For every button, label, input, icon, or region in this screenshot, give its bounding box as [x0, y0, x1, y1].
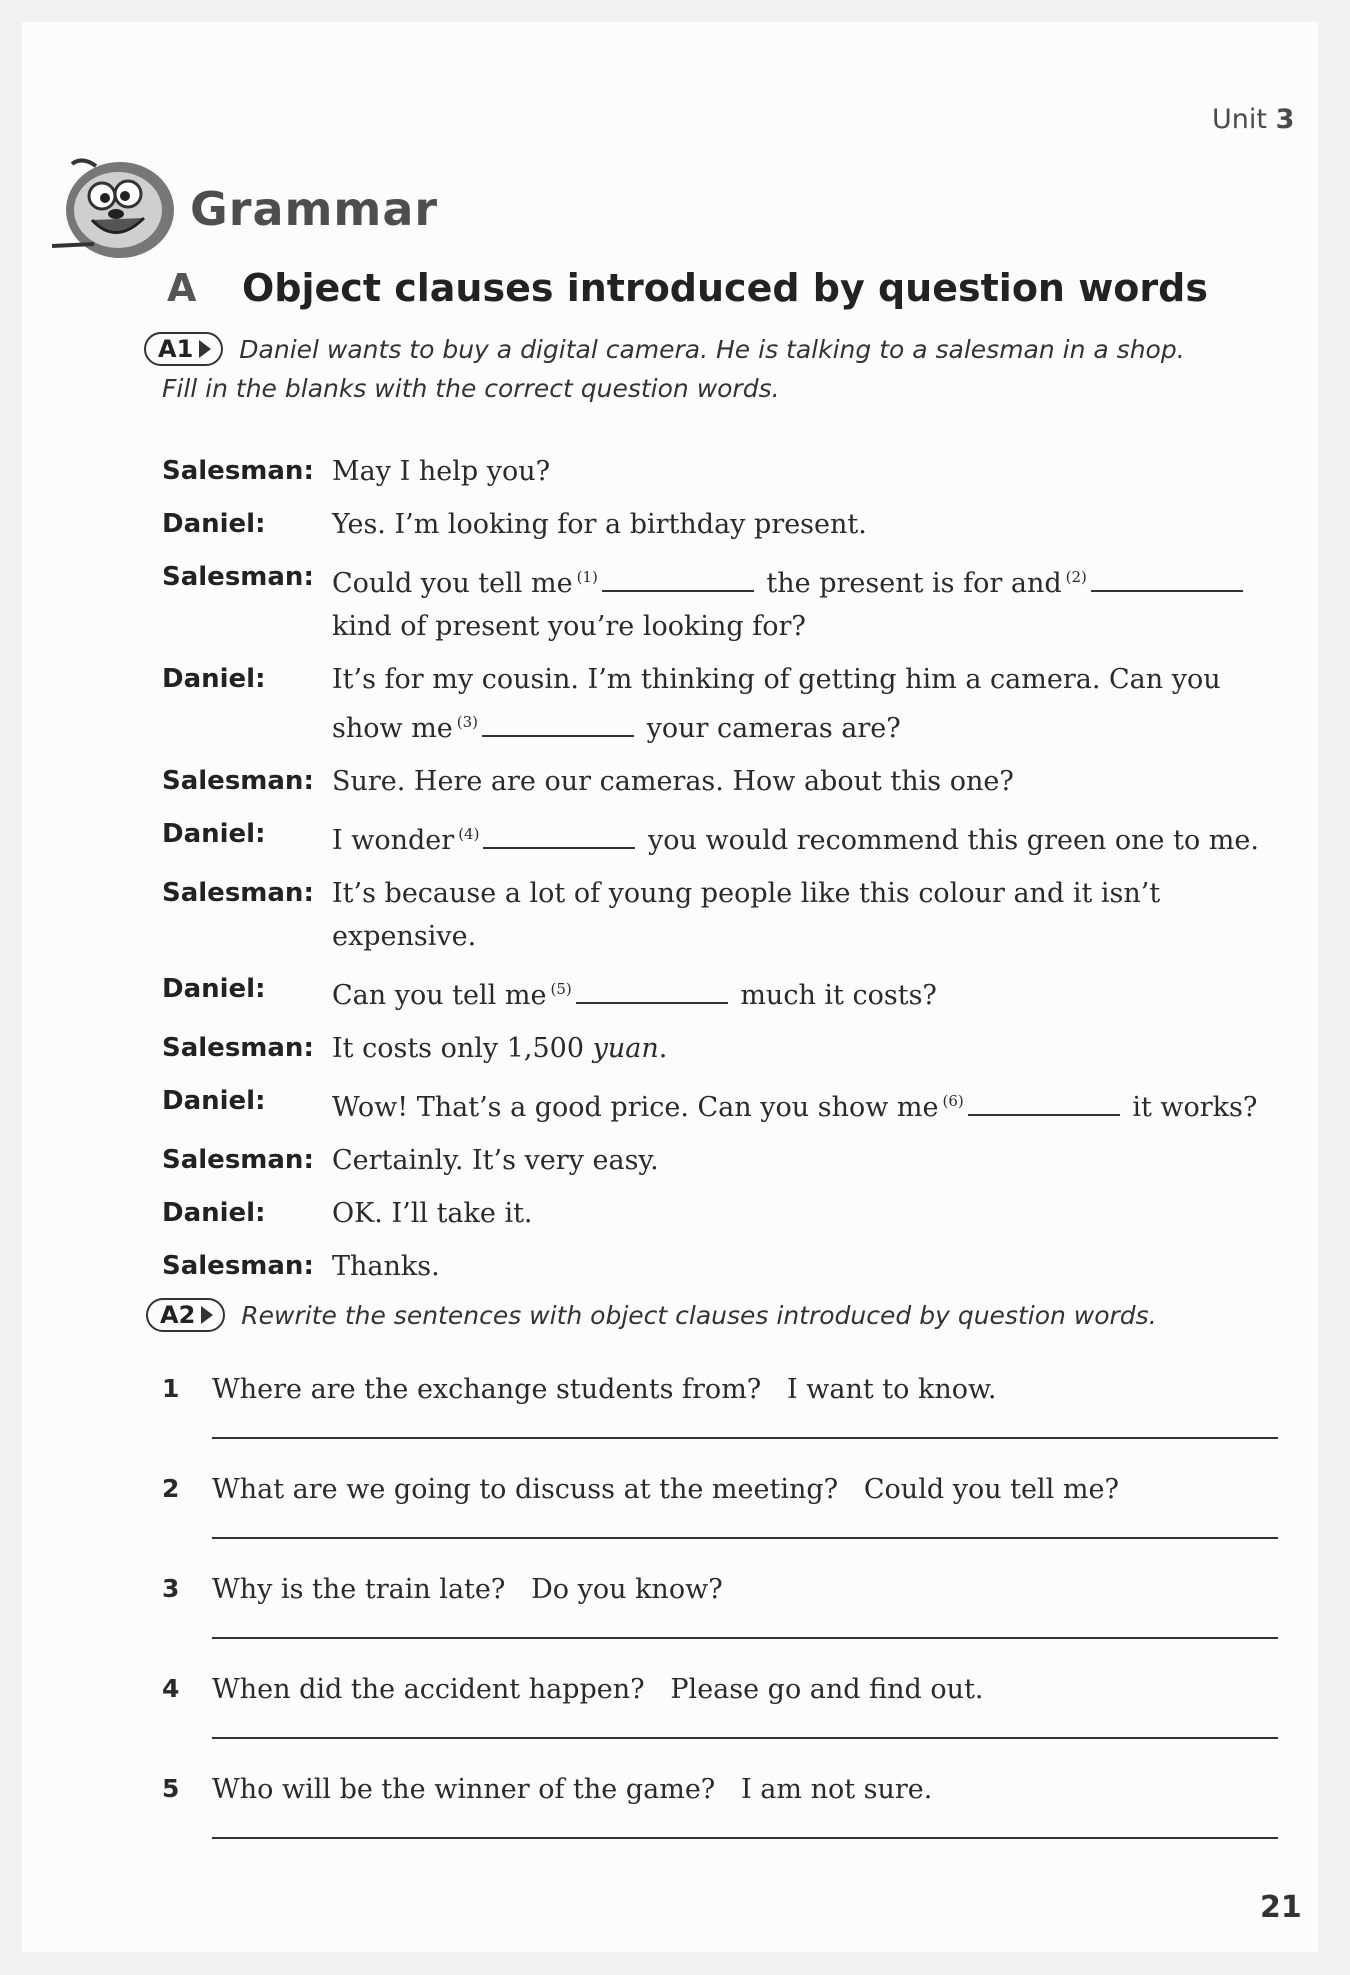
item-number: 1	[162, 1374, 180, 1403]
answer-line-input[interactable]	[212, 1437, 1278, 1439]
speech-text: your cameras are?	[646, 713, 901, 744]
speech-text: much it costs?	[740, 980, 937, 1011]
dialogue-line	[162, 813, 1292, 862]
item-number: 4	[162, 1674, 180, 1703]
dialogue-line	[162, 968, 1292, 1017]
blank-number: (2)	[1065, 568, 1087, 586]
speech-text: It’s for my cousin. I’m thinking of getting him a camera. Can you show me	[332, 664, 1221, 744]
speech-text: Could you tell me	[332, 568, 573, 599]
a1-badge: A1	[144, 332, 223, 366]
speaker: Salesman:	[162, 1251, 314, 1281]
speaker: Daniel:	[162, 974, 266, 1004]
blank-number: (5)	[550, 980, 572, 998]
speaker: Salesman:	[162, 1145, 314, 1175]
speaker: Salesman:	[162, 766, 314, 796]
speech	[332, 813, 1292, 862]
blank-5-input[interactable]	[576, 972, 728, 1004]
banner-title: Grammar	[190, 182, 439, 236]
dialogue-line	[162, 556, 1292, 648]
section-title: Object clauses introduced by question words	[242, 266, 1208, 310]
item-number: 2	[162, 1474, 180, 1503]
answer-line-input[interactable]	[212, 1837, 1278, 1839]
speech	[332, 658, 1292, 750]
speech	[332, 556, 1292, 648]
blank-number: (1)	[576, 568, 598, 586]
speech	[332, 1080, 1292, 1129]
dialogue-line	[162, 1245, 1292, 1288]
dialogue-line	[162, 872, 1292, 958]
item-text: Where are the exchange students from? I want to know.	[212, 1374, 997, 1405]
speaker: Salesman:	[162, 878, 314, 908]
currency-word: yuan	[592, 1033, 659, 1064]
blank-number: (6)	[942, 1092, 964, 1110]
speaker: Daniel:	[162, 664, 266, 694]
item-text: Who will be the winner of the game? I am not sure.	[212, 1774, 933, 1805]
speech-text: Can you tell me	[332, 980, 547, 1011]
a2-instruction-block	[146, 1298, 1157, 1332]
speech-text: the present is for and	[766, 568, 1062, 599]
blank-6-input[interactable]	[968, 1084, 1120, 1116]
dialogue-line	[162, 1139, 1292, 1182]
speaker: Daniel:	[162, 509, 266, 539]
dialogue-line	[162, 1192, 1292, 1235]
speech	[332, 968, 1292, 1017]
speech-text: It costs only 1,500	[332, 1033, 585, 1064]
answer-line-input[interactable]	[212, 1737, 1278, 1739]
speaker: Salesman:	[162, 562, 314, 592]
unit-label	[1212, 104, 1294, 135]
speech: Thanks.	[332, 1251, 440, 1282]
speech-text: Wow! That’s a good price. Can you show me	[332, 1092, 939, 1123]
speaker: Daniel:	[162, 819, 266, 849]
dialogue-line	[162, 1080, 1292, 1129]
a1-instruction-block	[144, 332, 1185, 403]
a2-instruction: Rewrite the sentences with object clauses introduced by question words.	[241, 1300, 1157, 1330]
answer-line-input[interactable]	[212, 1637, 1278, 1639]
item-text: What are we going to discuss at the meeting? Could you tell me?	[212, 1474, 1119, 1505]
speaker: Daniel:	[162, 1198, 266, 1228]
a1-instruction-line2: Fill in the blanks with the correct question words.	[162, 374, 780, 403]
speech: Sure. Here are our cameras. How about this one?	[332, 766, 1014, 797]
speech	[332, 1027, 1292, 1070]
speech: OK. I’ll take it.	[332, 1198, 533, 1229]
blank-number: (4)	[458, 825, 480, 843]
speech-text: it works?	[1132, 1092, 1258, 1123]
blank-2-input[interactable]	[1091, 560, 1243, 592]
speaker: Daniel:	[162, 1086, 266, 1116]
unit-word: Unit	[1212, 104, 1267, 135]
item-number: 3	[162, 1574, 180, 1603]
speech-text: you would recommend this green one to me.	[648, 825, 1259, 856]
dialogue-line	[162, 658, 1292, 750]
play-arrow-icon	[201, 1306, 213, 1324]
speaker: Salesman:	[162, 456, 314, 486]
blank-number: (3)	[456, 713, 479, 731]
speech-text: kind of present you’re looking for?	[332, 611, 806, 642]
speech: It’s because a lot of young people like this colour and it isn’t expensive.	[332, 878, 1161, 952]
speech: Certainly. It’s very easy.	[332, 1145, 659, 1176]
section-letter: A	[167, 266, 197, 310]
answer-line-input[interactable]	[212, 1537, 1278, 1539]
speech: May I help you?	[332, 456, 551, 487]
a1-instruction-line1: Daniel wants to buy a digital camera. He is talking to a salesman in a shop.	[239, 334, 1185, 364]
dialogue-line	[162, 760, 1292, 803]
speech-text: .	[658, 1033, 668, 1064]
workbook-page	[22, 22, 1318, 1952]
play-arrow-icon	[199, 340, 211, 358]
cartoon-dog-icon	[52, 154, 182, 262]
item-number: 5	[162, 1774, 180, 1803]
item-text: When did the accident happen? Please go and find out.	[212, 1674, 984, 1705]
dialogue-line	[162, 1027, 1292, 1070]
speaker: Salesman:	[162, 1033, 314, 1063]
blank-1-input[interactable]	[602, 560, 754, 592]
blank-3-input[interactable]	[482, 705, 634, 737]
blank-4-input[interactable]	[483, 817, 635, 849]
speech: Yes. I’m looking for a birthday present.	[332, 509, 867, 540]
dialogue	[162, 450, 1292, 1298]
a2-badge: A2	[146, 1298, 225, 1332]
unit-number: 3	[1275, 104, 1295, 135]
item-text: Why is the train late? Do you know?	[212, 1574, 723, 1605]
dialogue-line	[162, 503, 1292, 546]
page-number: 21	[1260, 1890, 1302, 1925]
speech-text: I wonder	[332, 825, 455, 856]
dialogue-line	[162, 450, 1292, 493]
